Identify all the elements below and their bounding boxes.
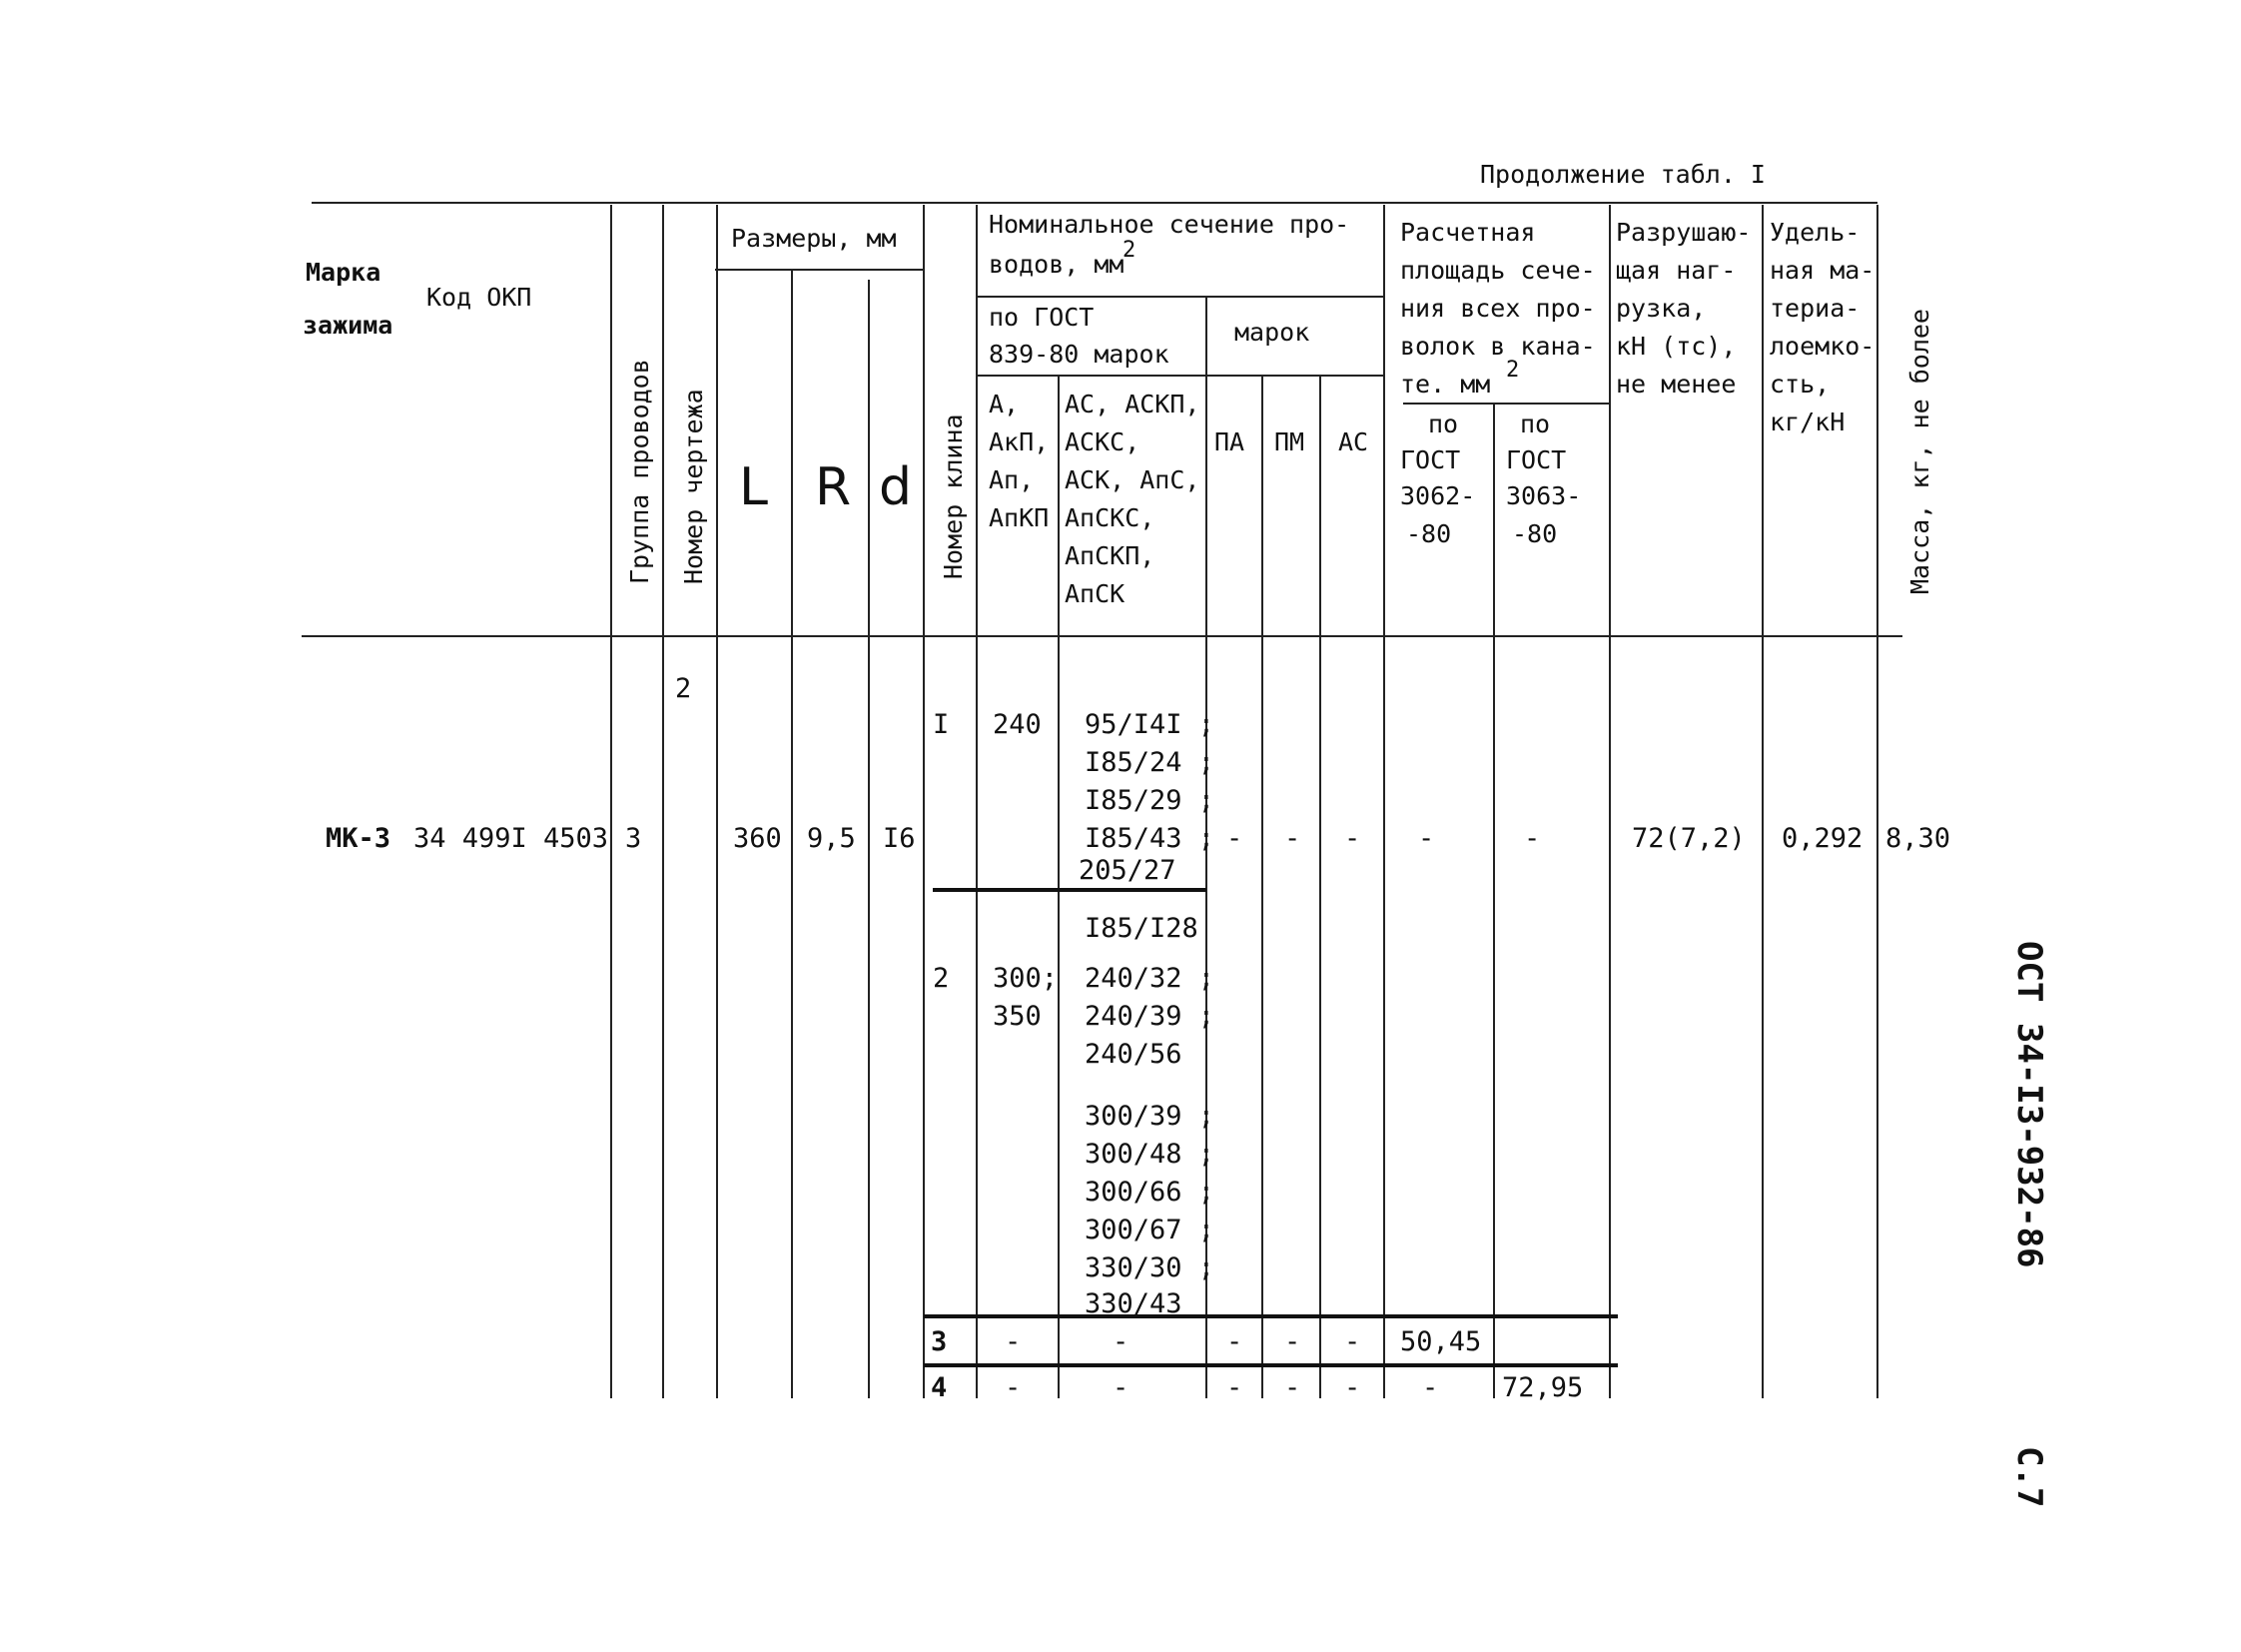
wedge-g3063: - — [1524, 823, 1541, 854]
header-pm: ПМ — [1274, 427, 1305, 456]
wedge-acm: - — [1344, 1372, 1361, 1403]
wedge-pa: - — [1226, 1326, 1243, 1357]
cell-marka: МК-3 — [326, 823, 391, 854]
header-po-gost-1: по ГОСТ — [989, 303, 1095, 332]
raschet-line: площадь сече- — [1400, 256, 1596, 285]
col-ac-line: АпСК — [1065, 579, 1125, 608]
po3062-line: 3062- — [1400, 481, 1476, 510]
raschet-line: те. мм — [1400, 370, 1491, 399]
header-marok: марок — [1234, 318, 1310, 347]
cell-razrush: 72(7,2) — [1632, 823, 1746, 854]
razrush-line: кН (тс), — [1616, 332, 1737, 361]
header-nominal-line2: водов, мм — [989, 250, 1124, 279]
col-ac-line: АСКС, — [1065, 427, 1140, 456]
wedge-a-value: - — [1005, 1372, 1022, 1403]
razrush-line: не менее — [1616, 370, 1737, 399]
wedge-pm: - — [1284, 823, 1301, 854]
col-ac-line: АпСКП, — [1065, 541, 1155, 570]
header-po-gost-2: 839-80 марок — [989, 340, 1169, 369]
wedge-a-value: - — [1005, 1326, 1022, 1357]
header-kod-okp: Код ОКП — [426, 283, 532, 312]
table-caption: Продолжение табл. I — [1480, 160, 1766, 189]
page-label: С.7 — [2009, 1446, 2049, 1508]
wedge-num: 3 — [931, 1326, 948, 1357]
wedge-pm: - — [1284, 1372, 1301, 1403]
header-R: R — [815, 457, 852, 517]
header-ac: АС — [1338, 427, 1369, 456]
po3063-line: по — [1520, 410, 1551, 438]
header-gruppa-provodov: Группа проводов — [625, 359, 654, 584]
cell-kod-okp: 34 499I 4503 — [413, 823, 609, 854]
header-razmery: Размеры, мм — [731, 224, 897, 253]
header-nomer-chertezha: Номер чертежа — [679, 389, 708, 584]
po3062-line: ГОСТ — [1400, 445, 1461, 474]
wedge-ac-value: 240/39 ; — [1085, 1001, 1215, 1032]
cell-L: 360 — [733, 823, 782, 854]
wedge-ac-value: 300/66 ; — [1085, 1177, 1215, 1208]
wedge-ac-value: 95/I4I ; — [1085, 709, 1215, 740]
wedge-ac-value: 300/48 ; — [1085, 1139, 1215, 1170]
udel-line: ная ма- — [1770, 256, 1875, 285]
wedge-ac-value: 300/67 ; — [1085, 1215, 1215, 1245]
cell-gruppa: 3 — [625, 823, 642, 854]
wedge-g3062: 50,45 — [1400, 1326, 1482, 1357]
wedge-pm: - — [1284, 1326, 1301, 1357]
po3063-line: ГОСТ — [1506, 445, 1567, 474]
po3062-line: -80 — [1406, 519, 1452, 548]
wedge-ac-value: 330/43 — [1085, 1288, 1182, 1319]
udel-line: лоемко- — [1770, 332, 1875, 361]
wedge-num: 4 — [931, 1372, 948, 1403]
wedge-pa: - — [1226, 1372, 1243, 1403]
udel-line: териа- — [1770, 294, 1861, 323]
udel-line: кг/кН — [1770, 408, 1846, 436]
wedge-ac-value: 330/30 ; — [1085, 1252, 1215, 1283]
col-ac-line: АСК, АпС, — [1065, 465, 1200, 494]
udel-line: Удель- — [1770, 218, 1861, 247]
col-a-line: А, — [989, 390, 1020, 418]
header-nominal-line1: Номинальное сечение про- — [989, 210, 1350, 239]
cell-R: 9,5 — [807, 823, 856, 854]
header-marka-line1: Марка — [306, 258, 381, 287]
wedge-ac-value: 300/39 ; — [1085, 1101, 1215, 1132]
col-ac-line: АпСКС, — [1065, 503, 1155, 532]
razrush-line: щая наг- — [1616, 256, 1737, 285]
header-d: d — [879, 457, 913, 517]
udel-line: сть, — [1770, 370, 1831, 399]
raschet-line: волок в кана- — [1400, 332, 1596, 361]
wedge-num: I — [933, 709, 950, 740]
raschet-sup: 2 — [1506, 358, 1520, 383]
cell-massa: 8,30 — [1885, 823, 1951, 854]
header-marka-line2: зажима — [303, 311, 393, 340]
wedge-ac-value: 240/56 — [1085, 1039, 1182, 1070]
cell-d: I6 — [883, 823, 916, 854]
wedge-ac-value: I85/29 ; — [1085, 785, 1215, 816]
raschet-line: ния всех про- — [1400, 294, 1596, 323]
po3063-line: -80 — [1512, 519, 1558, 548]
po3062-line: по — [1428, 410, 1459, 438]
header-massa: Масса, кг, не более — [1905, 309, 1934, 594]
wedge-ac-value: 240/32 ; — [1085, 963, 1215, 994]
wedge-g3062: - — [1422, 1372, 1439, 1403]
razrush-line: Разрушаю- — [1616, 218, 1752, 247]
header-L: L — [739, 457, 768, 517]
po3063-line: 3063- — [1506, 481, 1582, 510]
wedge-g3062: - — [1418, 823, 1435, 854]
razrush-line: рузка, — [1616, 294, 1707, 323]
wedge-ac-value: 205/27 — [1079, 855, 1176, 886]
wedge-a-value: 300; — [993, 963, 1059, 994]
wedge-ac-value: I85/43 ; — [1085, 823, 1215, 854]
wedge-pa: - — [1226, 823, 1243, 854]
col-a-line: Ап, — [989, 465, 1035, 494]
col-a-line: АкП, — [989, 427, 1050, 456]
wedge-ac-value: - — [1113, 1326, 1129, 1357]
col-ac-line: АС, АСКП, — [1065, 390, 1200, 418]
header-pa: ПА — [1214, 427, 1245, 456]
col-a-line: АпКП — [989, 503, 1050, 532]
wedge-ac-value: I85/24 ; — [1085, 747, 1215, 778]
wedge-acm: - — [1344, 823, 1361, 854]
wedge-num: 2 — [933, 963, 950, 994]
raschet-line: Расчетная — [1400, 218, 1536, 247]
wedge-acm: - — [1344, 1326, 1361, 1357]
document-code: ОСТ 34-I3-932-86 — [2009, 941, 2049, 1268]
cell-nomer-chertezha: 2 — [675, 673, 692, 704]
header-nomer-klina: Номер клина — [939, 413, 968, 579]
header-nominal-sup: 2 — [1122, 238, 1136, 263]
wedge-a-value: 240 — [993, 709, 1042, 740]
wedge-g3063: 72,95 — [1502, 1372, 1584, 1403]
wedge-ac-value: I85/I28 — [1085, 913, 1198, 944]
cell-udel: 0,292 — [1782, 823, 1864, 854]
wedge-a-value: 350 — [993, 1001, 1042, 1032]
wedge-ac-value: - — [1113, 1372, 1129, 1403]
